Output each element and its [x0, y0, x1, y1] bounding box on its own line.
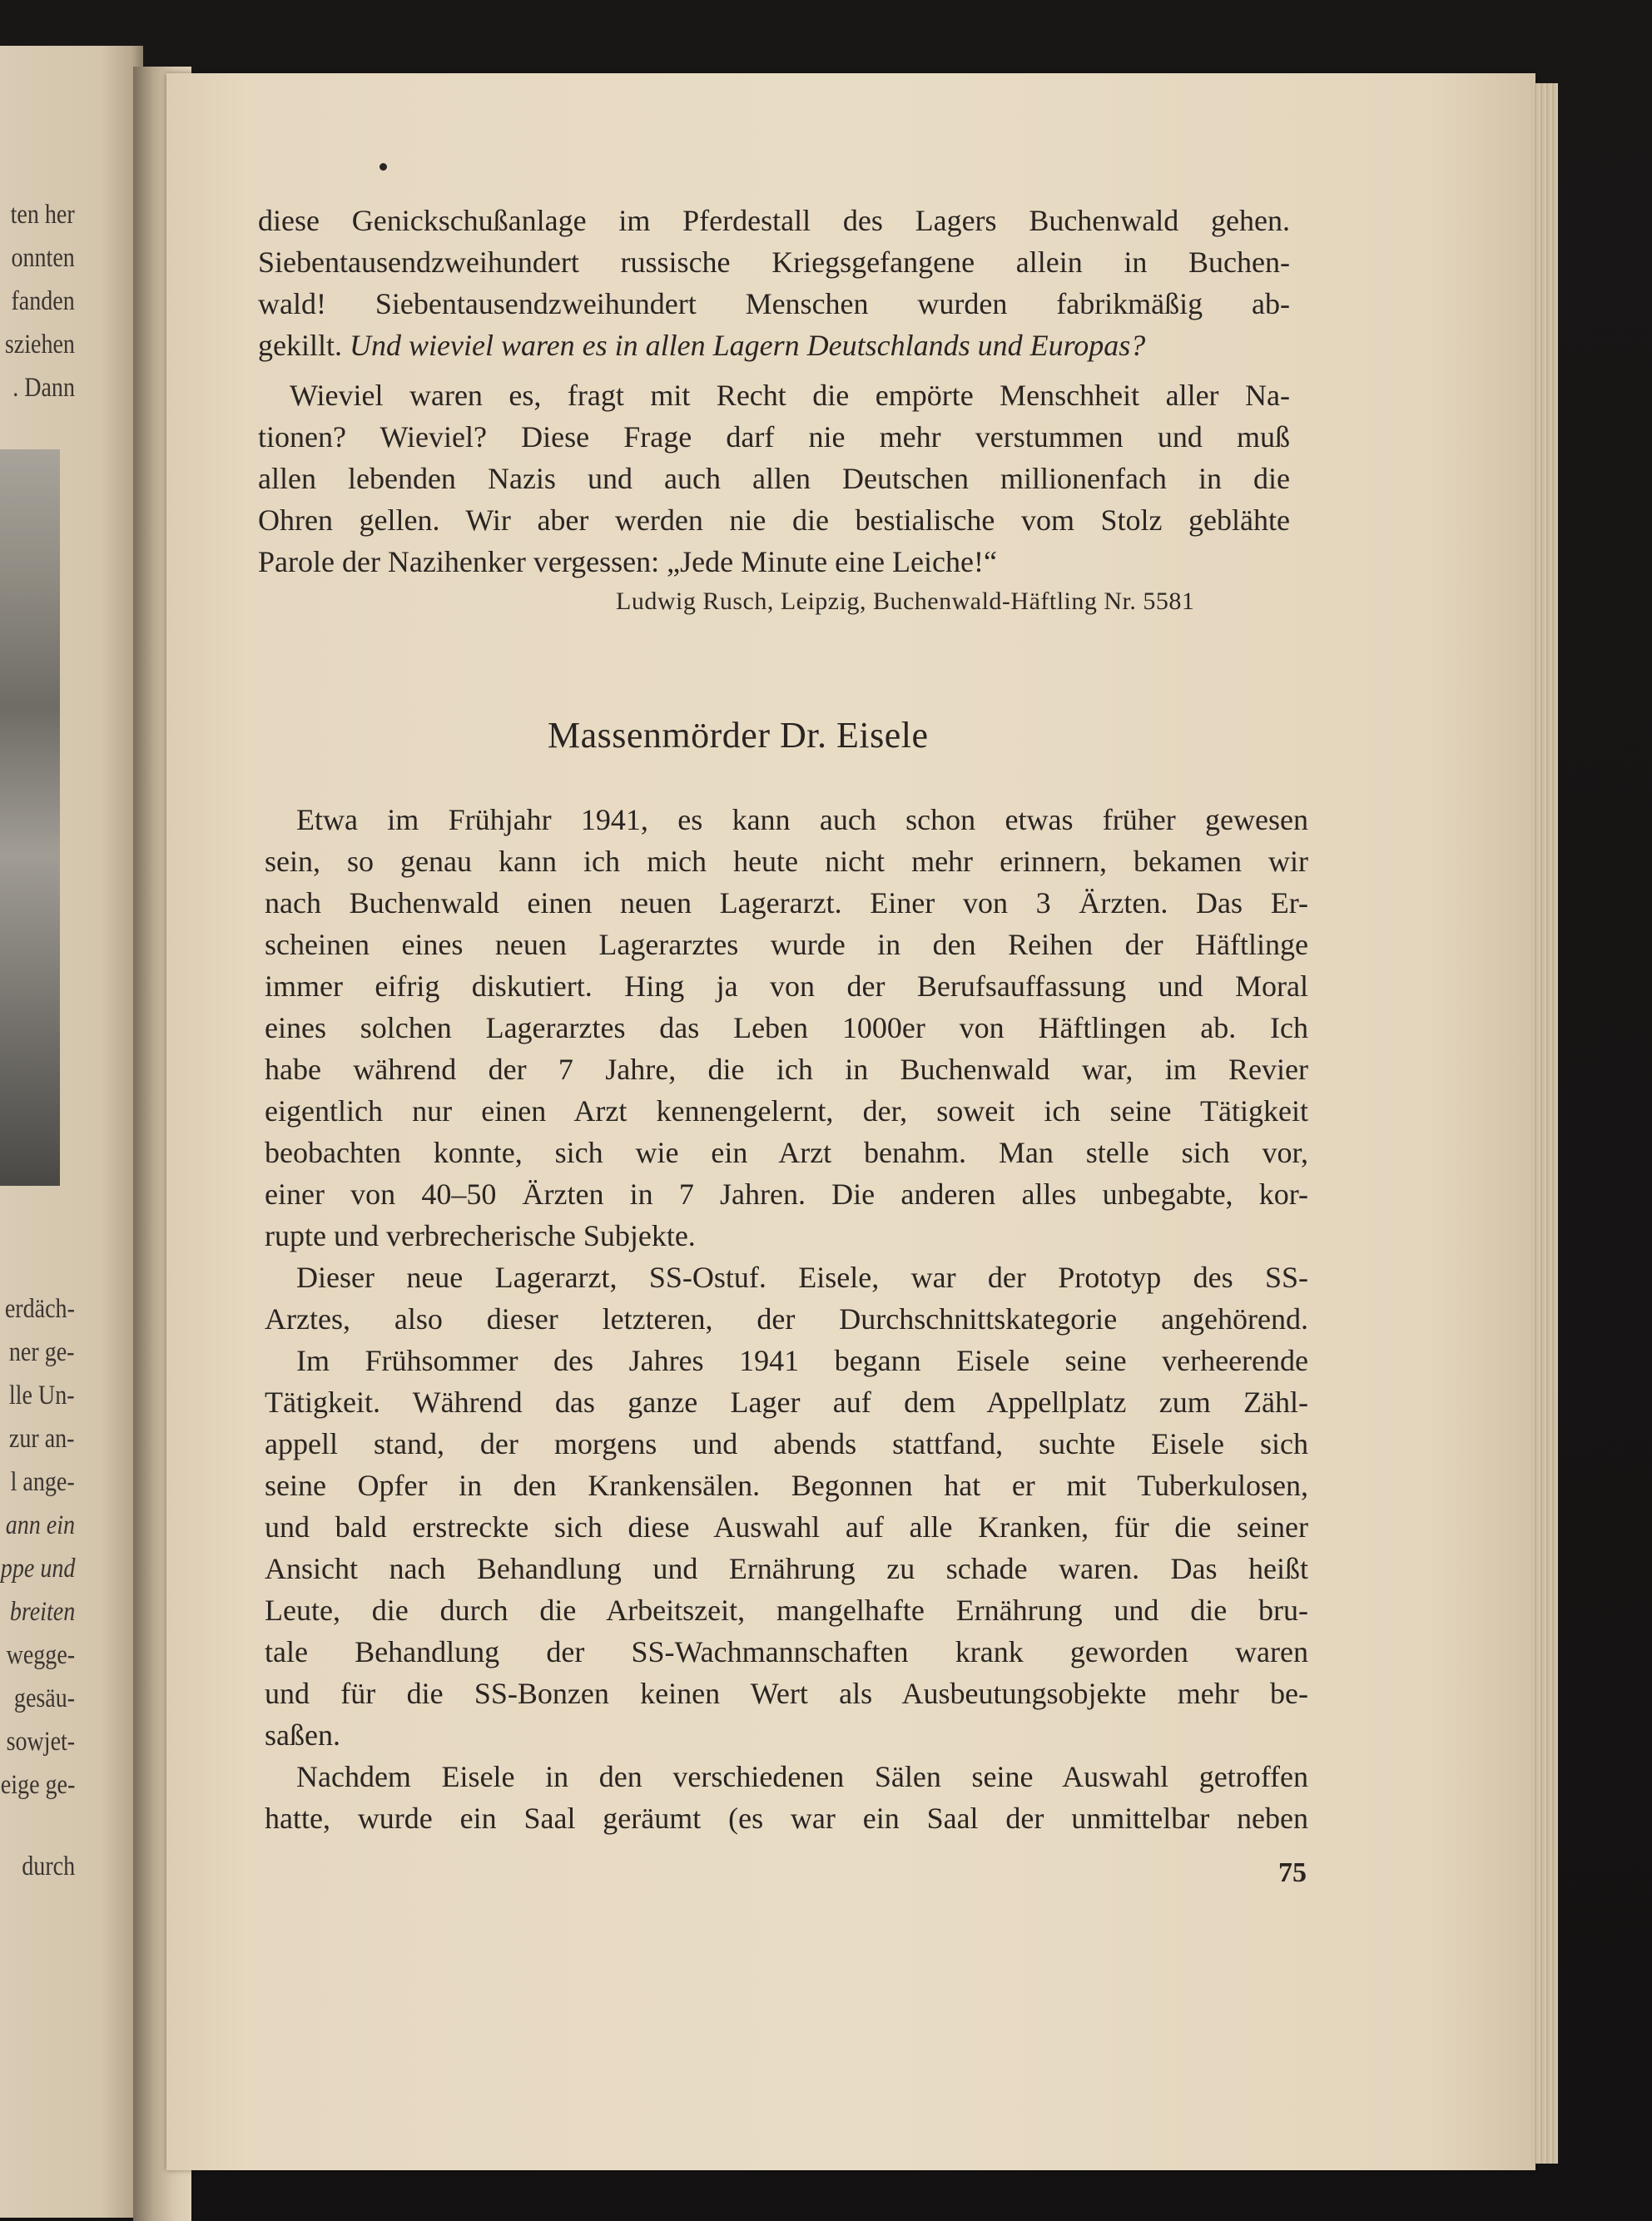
text-line: Parole der Nazihenker vergessen: „Jede Minute eine Leiche!“	[258, 545, 997, 578]
text-line: Arztes, also dieser letzteren, der Durchschnittskategorie angehörend.	[265, 1302, 1308, 1336]
text-line: diese Genickschußanlage im Pferdestall des Lagers Buchenwald gehen.	[258, 204, 1290, 237]
section-body	[265, 799, 1308, 1856]
text-line: Etwa im Frühjahr 1941, es kann auch schon etwas früher gewesen	[296, 803, 1308, 836]
text-line: seine Opfer in den Krankensälen. Begonnen hat er mit Tuberkulosen,	[265, 1469, 1308, 1502]
left-text-fragment: ann ein	[5, 1510, 75, 1540]
text-line: Tätigkeit. Während das ganze Lager auf dem Appellplatz zum Zähl-	[265, 1386, 1308, 1419]
ink-dot	[380, 163, 387, 171]
text-line: Wieviel waren es, fragt mit Recht die empörte Menschheit aller Na-	[290, 379, 1290, 412]
text-line: tionen? Wieviel? Diese Frage darf nie mehr verstummen und muß	[258, 420, 1290, 454]
text-line: habe während der 7 Jahre, die ich in Buchenwald war, im Revier	[265, 1053, 1308, 1086]
left-text-fragment: gesäu-	[13, 1683, 75, 1713]
text-line: Im Frühsommer des Jahres 1941 begann Eisele seine verheerende	[296, 1344, 1308, 1377]
left-text-fragment: sziehen	[4, 330, 75, 359]
text-line: wald! Siebentausendzweihundert Menschen wurden fabrikmäßig ab-	[258, 287, 1290, 320]
page-number: 75	[1278, 1857, 1307, 1888]
left-text-fragment: fanden	[11, 286, 75, 316]
text-line: einer von 40–50 Ärzten in 7 Jahren. Die anderen alles unbegabte, kor-	[265, 1177, 1308, 1211]
text-line: nach Buchenwald einen neuen Lagerarzt. Einer von 3 Ärzten. Das Er-	[265, 886, 1308, 920]
text-line: Nachdem Eisele in den verschiedenen Sälen seine Auswahl getroffen	[296, 1760, 1308, 1793]
left-text-fragment: ppe und	[0, 1554, 75, 1584]
left-text-fragment: wegge-	[6, 1640, 75, 1670]
page-edges	[1531, 83, 1558, 2164]
left-text-fragment: l ange-	[10, 1467, 75, 1497]
left-text-fragment: zur an-	[9, 1424, 75, 1454]
attribution-signature: Ludwig Rusch, Leipzig, Buchenwald-Häftling Nr. 5581	[616, 587, 1195, 615]
text-line: und für die SS-Bonzen keinen Wert als Ausbeutungsobjekte mehr be-	[265, 1677, 1308, 1710]
italic-question: Und wieviel waren es in allen Lagern Deutschlands und Europas?	[350, 329, 1146, 362]
text-line: Ansicht nach Behandlung und Ernährung zu schade waren. Das heißt	[265, 1552, 1308, 1585]
text-line	[258, 325, 1290, 366]
left-text-fragment: . Dann	[12, 373, 75, 403]
left-text-fragment: ten her	[10, 200, 75, 230]
text-line: immer eifrig diskutiert. Hing ja von der Berufsauffassung und Moral	[265, 969, 1308, 1003]
text-line: Siebentausendzweihundert russische Kriegsgefangene allein in Buchen-	[258, 245, 1290, 279]
left-text-fragment: breiten	[9, 1597, 75, 1627]
text-line: eines solchen Lagerarztes das Leben 1000er von Häftlingen ab. Ich	[265, 1011, 1308, 1044]
text-line: Leute, die durch die Arbeitszeit, mangelhafte Ernährung und die bru-	[265, 1594, 1308, 1627]
text-line: Dieser neue Lagerarzt, SS-Ostuf. Eisele, war der Prototyp des SS-	[296, 1261, 1308, 1294]
text-line: hatte, wurde ein Saal geräumt (es war ein Saal der unmittelbar neben	[265, 1802, 1308, 1835]
left-text-fragment: eige ge-	[0, 1770, 75, 1800]
text-line: tale Behandlung der SS-Wachmannschaften krank geworden waren	[265, 1635, 1308, 1668]
text-line: eigentlich nur einen Arzt kennengelernt, der, soweit ich seine Tätigkeit	[265, 1094, 1308, 1128]
left-text-fragment: sowjet-	[6, 1727, 75, 1757]
left-text-fragment: lle Un-	[9, 1381, 75, 1410]
left-page	[0, 46, 143, 2218]
left-text-fragment: durch	[22, 1852, 75, 1881]
section-heading: Massenmörder Dr. Eisele	[548, 715, 929, 756]
text-line: saßen.	[265, 1718, 340, 1752]
left-text-fragment: erdäch-	[4, 1294, 75, 1324]
text-line: scheinen eines neuen Lagerarztes wurde in den Reihen der Häftlinge	[265, 928, 1308, 961]
text-line: appell stand, der morgens und abends stattfand, suchte Eisele sich	[265, 1427, 1308, 1460]
left-text-fragment: ner ge-	[9, 1337, 75, 1367]
left-text-fragment: onnten	[11, 243, 75, 273]
text-span: gekillt.	[258, 329, 350, 362]
text-line: beobachten konnte, sich wie ein Arzt benahm. Man stelle sich vor,	[265, 1136, 1308, 1169]
text-line: sein, so genau kann ich mich heute nicht mehr erinnern, bekamen wir	[265, 845, 1308, 878]
text-line: Ohren gellen. Wir aber werden nie die bestialische vom Stolz geblähte	[258, 503, 1290, 537]
text-line: rupte und verbrecherische Subjekte.	[265, 1219, 696, 1252]
left-page-photo	[0, 449, 60, 1186]
paragraph-continuation	[258, 200, 1290, 583]
text-line: allen lebenden Nazis und auch allen Deutschen millionenfach in die	[258, 462, 1290, 495]
text-line: und bald erstreckte sich diese Auswahl auf alle Kranken, für die seiner	[265, 1510, 1308, 1544]
